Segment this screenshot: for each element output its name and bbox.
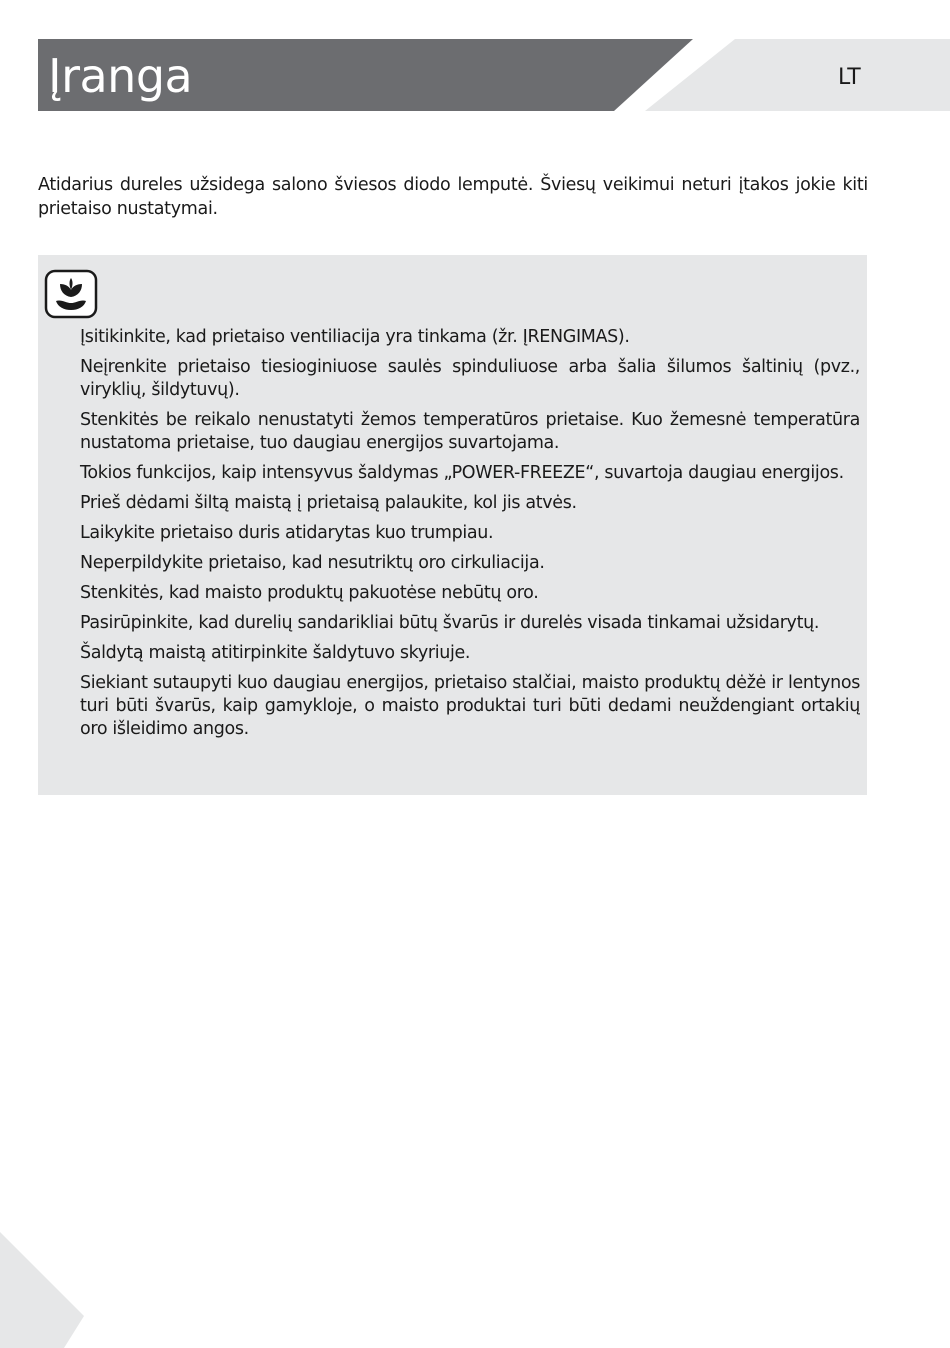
language-code: LT [838, 65, 861, 90]
tip-item: Stenkitės be reikalo nenustatyti žemos temperatūros prietaise. Kuo žemesnė temperatūra nustatoma prietaise, tuo daugiau energijos suvartojama. [80, 410, 860, 453]
eco-leaf-icon [44, 269, 98, 319]
page-corner-decoration [0, 1232, 84, 1348]
tip-item: Tokios funkcijos, kaip intensyvus šaldymas „POWER-FREEZE“, suvartoja daugiau energijos. [80, 463, 844, 483]
tip-item: Šaldytą maistą atitirpinkite šaldytuvo skyriuje. [80, 643, 471, 663]
tip-item: Laikykite prietaiso duris atidarytas kuo trumpiau. [80, 523, 494, 543]
tip-item: Neperpildykite prietaiso, kad nesutriktų oro cirkuliacija. [80, 553, 545, 573]
tip-item: Įsitikinkite, kad prietaiso ventiliacija yra tinkama (žr. ĮRENGIMAS). [80, 327, 630, 347]
tip-item: Neįrenkite prietaiso tiesioginiuose saulės spinduliuose arba šalia šilumos šaltinių (pvz., viryklių, šildytuvų). [80, 357, 860, 400]
language-tab [645, 39, 950, 111]
tip-item: Pasirūpinkite, kad durelių sandarikliai būtų švarūs ir durelės visada tinkamai užsidarytų. [80, 613, 820, 633]
tip-item: Siekiant sutaupyti kuo daugiau energijos, prietaiso stalčiai, maisto produktų dėžė ir lentynos turi būti švarūs, kaip gamykloje, o maisto produktai turi būti dedami neuždengiant ortakių oro išleidimo angos. [80, 673, 860, 739]
energy-tips-list [80, 326, 860, 748]
intro-paragraph: Atidarius dureles užsidega salono šviesos diodo lemputė. Šviesų veikimui neturi įtakos jokie kiti prietaiso nustatymai. [38, 175, 868, 219]
tip-item: Stenkitės, kad maisto produktų pakuotėse nebūtų oro. [80, 583, 539, 603]
page-title: Įranga [48, 49, 193, 103]
tip-item: Prieš dėdami šiltą maistą į prietaisą palaukite, kol jis atvės. [80, 493, 577, 513]
